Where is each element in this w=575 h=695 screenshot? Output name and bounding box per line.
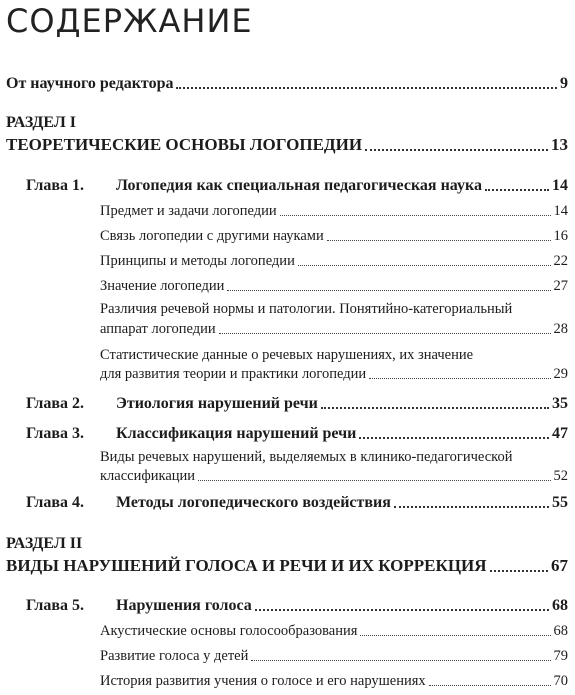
dot-leader (485, 189, 549, 191)
dot-leader (360, 635, 550, 636)
dot-leader (321, 407, 549, 409)
dot-leader (365, 149, 548, 151)
dot-leader (219, 333, 551, 334)
dot-leader (369, 378, 550, 379)
toc-entry-chapter-1[interactable] (26, 177, 568, 195)
dot-leader (359, 437, 549, 439)
dot-leader (251, 660, 550, 661)
chapter-title: Логопедия как специальная педагогическая наука (116, 177, 482, 194)
toc-subentry[interactable] (100, 468, 568, 485)
toc-entry-chapter-2[interactable] (26, 395, 568, 413)
subentry-page: 52 (553, 468, 568, 484)
page-title: СОДЕРЖАНИЕ (6, 2, 253, 40)
toc-entry-page: 13 (551, 135, 568, 154)
chapter-title: Методы логопедического воздействия (116, 494, 391, 511)
subentry-page: 14 (553, 203, 568, 219)
subentry-title: Значение логопедии (100, 278, 225, 294)
toc-subentry[interactable] (100, 253, 568, 270)
toc-entry-chapter-3[interactable] (26, 425, 568, 443)
toc-entry-section-1[interactable] (6, 135, 568, 155)
toc-entry-page: 35 (552, 395, 568, 412)
subentry-page: 28 (553, 321, 568, 337)
toc-entry-page: 67 (551, 556, 568, 575)
toc-entry-page: 68 (552, 597, 568, 614)
subentry-title: Акустические основы голосообразования (100, 623, 358, 639)
subentry-title: Связь логопедии с другими науками (100, 228, 324, 244)
subentry-title: классификации (100, 468, 196, 484)
subentry-title-line1: Различия речевой нормы и патологии. Понятийно-категориальный (100, 301, 513, 317)
subentry-page: 22 (553, 253, 568, 269)
toc-entry-title: От научного редактора (6, 75, 174, 92)
dot-leader (176, 87, 557, 89)
subentry-page: 16 (553, 228, 568, 244)
section-title: ВИДЫ НАРУШЕНИЙ ГОЛОСА И РЕЧИ И ИХ КОРРЕКЦИЯ (6, 556, 487, 575)
subentry-page: 79 (553, 648, 568, 664)
toc-subentry[interactable] (100, 321, 568, 338)
chapter-title: Этиология нарушений речи (116, 395, 318, 412)
subentry-page: 29 (553, 366, 568, 382)
toc-subentry[interactable] (100, 228, 568, 245)
toc-entry-page: 55 (552, 494, 568, 511)
subentry-page: 27 (553, 278, 568, 294)
toc-entry-chapter-5[interactable] (26, 597, 568, 615)
subentry-page: 70 (553, 673, 568, 689)
dot-leader (394, 506, 549, 508)
chapter-label: Глава 1. (26, 177, 84, 194)
toc-entry-page: 9 (560, 75, 568, 92)
dot-leader (429, 685, 551, 686)
toc-subentry[interactable] (100, 366, 568, 383)
toc-entry-intro[interactable] (6, 75, 568, 93)
toc-subentry[interactable] (100, 278, 568, 295)
chapter-label: Глава 5. (26, 597, 84, 614)
subentry-title: аппарат логопедии (100, 321, 216, 337)
dot-leader (198, 480, 550, 481)
subentry-title: для развития теории и практики логопедии (100, 366, 367, 382)
chapter-title: Классификация нарушений речи (116, 425, 357, 442)
dot-leader (227, 290, 550, 291)
dot-leader (255, 609, 549, 611)
toc-subentry[interactable] (100, 203, 568, 220)
subentry-title: История развития учения о голосе и его нарушениях (100, 673, 426, 689)
section-2-label: РАЗДЕЛ II (6, 535, 83, 552)
dot-leader (280, 215, 551, 216)
toc-entry-page: 47 (552, 425, 568, 442)
subentry-page: 68 (553, 623, 568, 639)
toc-subentry[interactable] (100, 623, 568, 640)
toc-entry-section-2[interactable] (6, 556, 568, 576)
dot-leader (298, 265, 551, 266)
subentry-title: Принципы и методы логопедии (100, 253, 295, 269)
subentry-title: Развитие голоса у детей (100, 648, 249, 664)
dot-leader (490, 570, 548, 572)
subentry-title-line1: Статистические данные о речевых нарушениях, их значение (100, 347, 474, 363)
chapter-label: Глава 4. (26, 494, 84, 511)
dot-leader (327, 240, 551, 241)
toc-subentry[interactable] (100, 673, 568, 690)
chapter-title: Нарушения голоса (116, 597, 252, 614)
toc-entry-chapter-4[interactable] (26, 494, 568, 512)
section-title: ТЕОРЕТИЧЕСКИЕ ОСНОВЫ ЛОГОПЕДИИ (6, 135, 363, 154)
toc-subentry[interactable] (100, 648, 568, 665)
chapter-label: Глава 2. (26, 395, 84, 412)
subentry-title: Предмет и задачи логопедии (100, 203, 277, 219)
chapter-label: Глава 3. (26, 425, 84, 442)
section-1-label: РАЗДЕЛ I (6, 114, 76, 131)
subentry-title-line1: Виды речевых нарушений, выделяемых в клинико-педагогической (100, 449, 513, 465)
toc-entry-page: 14 (552, 177, 568, 194)
